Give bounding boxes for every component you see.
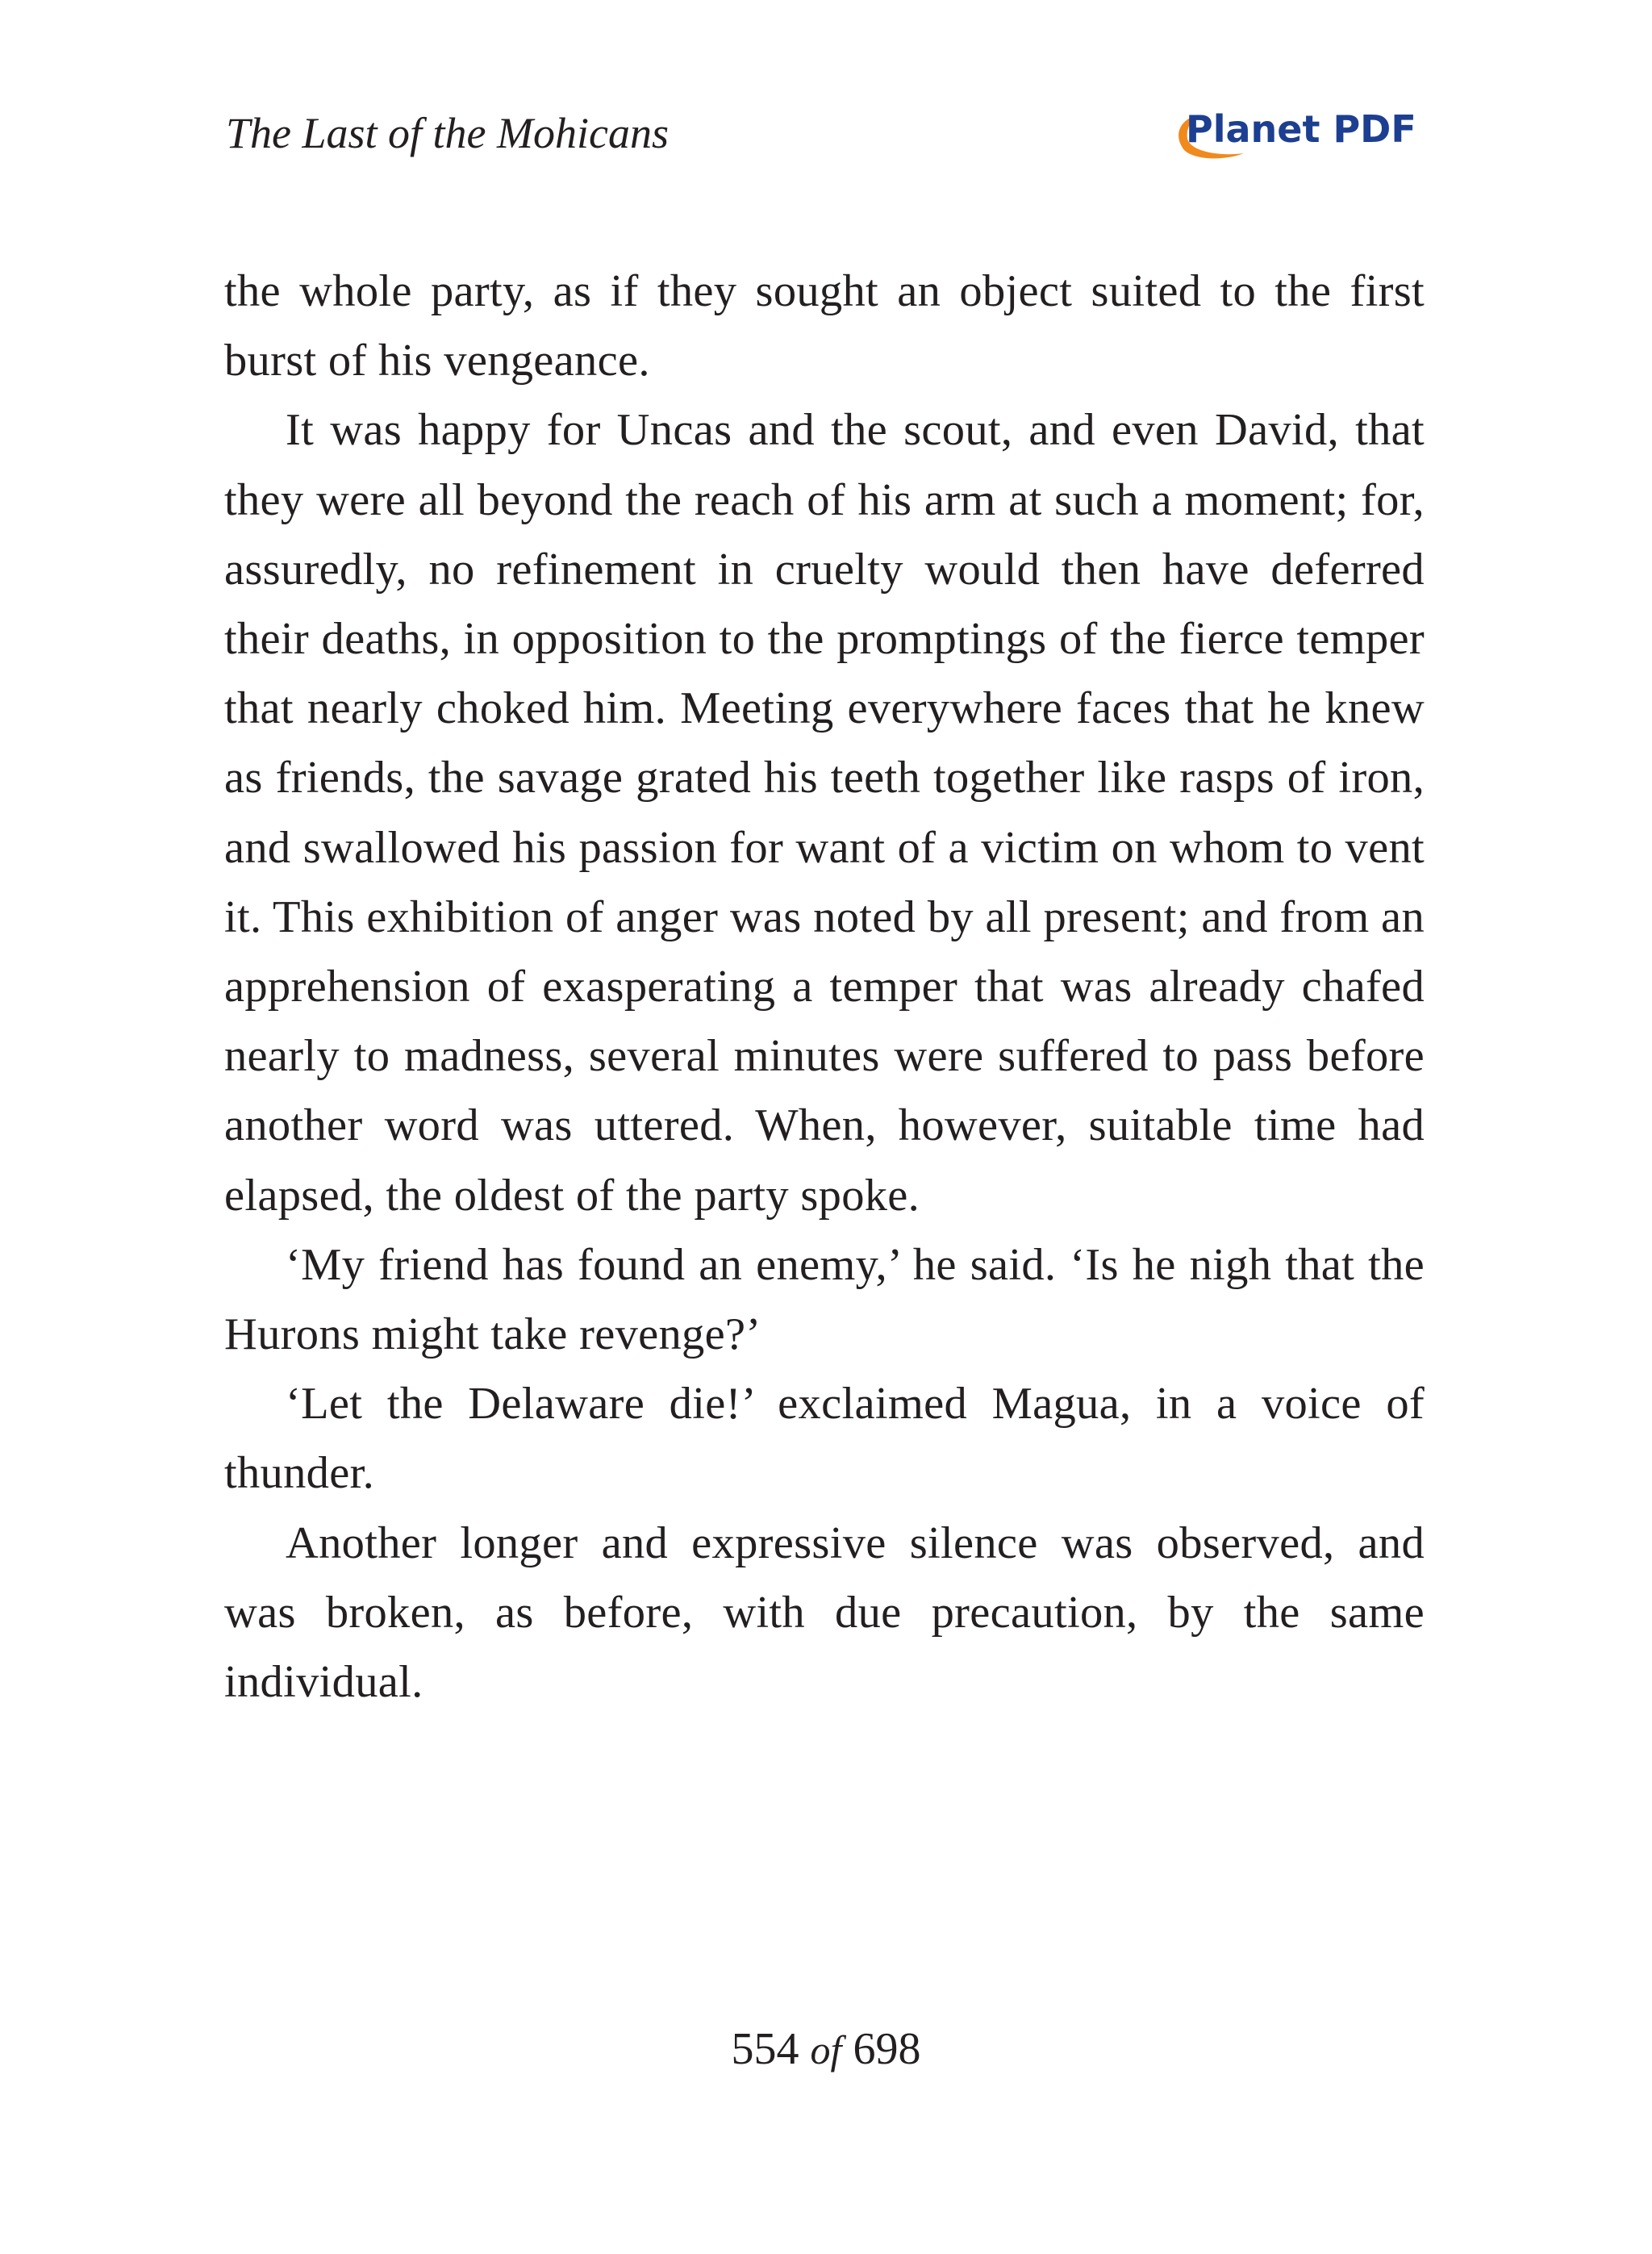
logo-text: Planet PDF [1186, 107, 1416, 151]
page-number [0, 2017, 1652, 2082]
current-page: 554 [731, 2024, 799, 2074]
paragraph: It was happy for Uncas and the scout, and even David, that they were all beyond the reach of his arm at such a moment; for, assuredly, no refinement in cruelty would then have deferred their deaths, in opposition to the promptings of the fierce temper that nearly choked him. Meeting everywhere faces that he knew as friends, the savage grated his teeth together like rasps of iron, and swallowed his passion for want of a victim on whom to vent it. This exhibition of anger was noted by all present; and from an apprehension of exasperating a temper that was already chafed nearly to madness, several minutes were suffered to pass before another word was uttered. When, however, suitable time had elapsed, the oldest of the party spoke. [224, 405, 1425, 1221]
paragraph: ‘Let the Delaware die!’ exclaimed Magua, in a voice of thunder. [224, 1379, 1425, 1499]
paragraph: the whole party, as if they sought an object suited to the first burst of his vengeance. [224, 266, 1425, 386]
page-body [224, 257, 1425, 1717]
paragraph: Another longer and expressive silence was observed, and was broken, as before, with due precaution, by the same individual. [224, 1517, 1425, 1708]
total-pages: 698 [853, 2024, 921, 2074]
page-header [0, 0, 1652, 194]
paragraph: ‘My friend has found an enemy,’ he said. ‘Is he nigh that the Hurons might take revenge?’ [224, 1239, 1425, 1360]
page-of-label: of [810, 2027, 842, 2072]
book-title: The Last of the Mohicans [226, 109, 669, 157]
planet-pdf-logo [1166, 103, 1425, 168]
